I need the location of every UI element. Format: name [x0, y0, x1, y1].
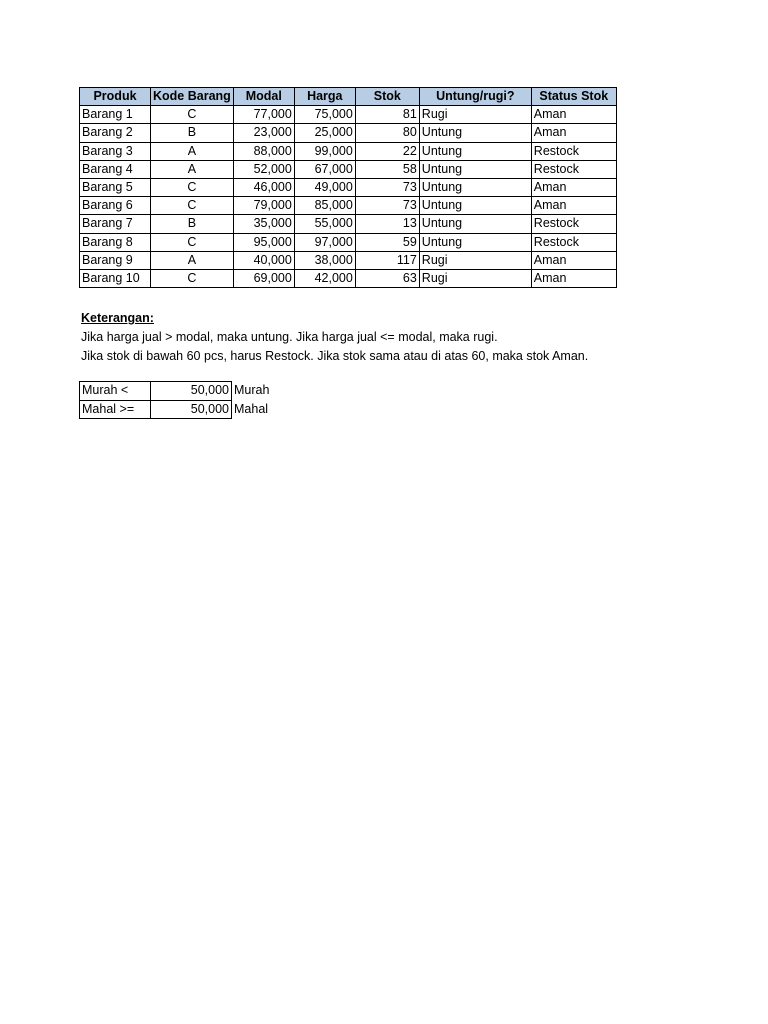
header-produk: Produk	[80, 88, 151, 106]
price-category-table	[79, 381, 272, 419]
cell-stok[interactable]: 58	[355, 160, 419, 178]
cell-kode-barang[interactable]: C	[151, 233, 234, 251]
cell-untung-rugi[interactable]: Untung	[419, 178, 531, 196]
cell-produk[interactable]: Barang 9	[80, 251, 151, 269]
cell-status-stok[interactable]: Restock	[531, 215, 616, 233]
cell-produk[interactable]: Barang 3	[80, 142, 151, 160]
cell-untung-rugi[interactable]: Untung	[419, 124, 531, 142]
table-row	[80, 269, 617, 287]
cell-produk[interactable]: Barang 8	[80, 233, 151, 251]
cell-produk[interactable]: Barang 4	[80, 160, 151, 178]
cell-status-stok[interactable]: Aman	[531, 178, 616, 196]
price-label-cell[interactable]: Murah <	[80, 382, 151, 401]
price-label-cell[interactable]: Mahal >=	[80, 400, 151, 419]
cell-status-stok[interactable]: Restock	[531, 160, 616, 178]
price-result-cell[interactable]: Mahal	[234, 401, 269, 416]
cell-untung-rugi[interactable]: Untung	[419, 215, 531, 233]
table-row	[80, 251, 617, 269]
cell-untung-rugi[interactable]: Untung	[419, 142, 531, 160]
cell-kode-barang[interactable]: C	[151, 178, 234, 196]
cell-kode-barang[interactable]: C	[151, 269, 234, 287]
cell-harga[interactable]: 55,000	[294, 215, 355, 233]
cell-untung-rugi[interactable]: Untung	[419, 233, 531, 251]
table-body	[80, 106, 617, 288]
cell-produk[interactable]: Barang 6	[80, 197, 151, 215]
cell-kode-barang[interactable]: B	[151, 215, 234, 233]
header-status-stok: Status Stok	[531, 88, 616, 106]
cell-modal[interactable]: 69,000	[233, 269, 294, 287]
table-row	[80, 124, 617, 142]
cell-modal[interactable]: 35,000	[233, 215, 294, 233]
table-row	[80, 142, 617, 160]
table-header-row	[80, 88, 617, 106]
cell-harga[interactable]: 75,000	[294, 106, 355, 124]
cell-untung-rugi[interactable]: Rugi	[419, 269, 531, 287]
cell-modal[interactable]: 77,000	[233, 106, 294, 124]
cell-stok[interactable]: 80	[355, 124, 419, 142]
cell-untung-rugi[interactable]: Untung	[419, 160, 531, 178]
notes-section	[81, 309, 588, 366]
notes-line-1: Jika harga jual > modal, maka untung. Jika harga jual <= modal, maka rugi.	[81, 330, 498, 344]
cell-harga[interactable]: 38,000	[294, 251, 355, 269]
cell-produk[interactable]: Barang 10	[80, 269, 151, 287]
cell-produk[interactable]: Barang 1	[80, 106, 151, 124]
table-row	[80, 106, 617, 124]
table-row	[80, 197, 617, 215]
cell-harga[interactable]: 25,000	[294, 124, 355, 142]
header-kode-barang: Kode Barang	[151, 88, 234, 106]
cell-harga[interactable]: 97,000	[294, 233, 355, 251]
price-value-cell[interactable]: 50,000	[151, 382, 232, 401]
table-row	[80, 233, 617, 251]
cell-kode-barang[interactable]: A	[151, 251, 234, 269]
cell-status-stok[interactable]: Aman	[531, 269, 616, 287]
cell-harga[interactable]: 49,000	[294, 178, 355, 196]
cell-modal[interactable]: 46,000	[233, 178, 294, 196]
cell-modal[interactable]: 88,000	[233, 142, 294, 160]
cell-stok[interactable]: 22	[355, 142, 419, 160]
cell-modal[interactable]: 79,000	[233, 197, 294, 215]
cell-untung-rugi[interactable]: Untung	[419, 197, 531, 215]
header-harga: Harga	[294, 88, 355, 106]
price-row	[80, 382, 272, 401]
cell-kode-barang[interactable]: B	[151, 124, 234, 142]
cell-untung-rugi[interactable]: Rugi	[419, 106, 531, 124]
cell-stok[interactable]: 63	[355, 269, 419, 287]
cell-stok[interactable]: 73	[355, 178, 419, 196]
cell-status-stok[interactable]: Aman	[531, 197, 616, 215]
cell-status-stok[interactable]: Aman	[531, 251, 616, 269]
notes-line-2: Jika stok di bawah 60 pcs, harus Restock. Jika stok sama atau di atas 60, maka stok Aman.	[81, 349, 589, 363]
price-row	[80, 400, 272, 419]
cell-status-stok[interactable]: Aman	[531, 124, 616, 142]
cell-harga[interactable]: 85,000	[294, 197, 355, 215]
cell-status-stok[interactable]: Restock	[531, 233, 616, 251]
table-row	[80, 215, 617, 233]
cell-modal[interactable]: 52,000	[233, 160, 294, 178]
cell-kode-barang[interactable]: A	[151, 160, 234, 178]
header-untung-rugi: Untung/rugi?	[419, 88, 531, 106]
cell-modal[interactable]: 95,000	[233, 233, 294, 251]
price-result-cell[interactable]: Murah	[234, 383, 270, 398]
cell-stok[interactable]: 13	[355, 215, 419, 233]
cell-modal[interactable]: 23,000	[233, 124, 294, 142]
cell-stok[interactable]: 81	[355, 106, 419, 124]
product-table	[79, 87, 617, 288]
price-value-cell[interactable]: 50,000	[151, 400, 232, 419]
table-row	[80, 160, 617, 178]
cell-produk[interactable]: Barang 2	[80, 124, 151, 142]
cell-stok[interactable]: 117	[355, 251, 419, 269]
cell-harga[interactable]: 67,000	[294, 160, 355, 178]
cell-harga[interactable]: 42,000	[294, 269, 355, 287]
cell-status-stok[interactable]: Aman	[531, 106, 616, 124]
notes-title: Keterangan:	[81, 311, 154, 325]
cell-stok[interactable]: 59	[355, 233, 419, 251]
cell-untung-rugi[interactable]: Rugi	[419, 251, 531, 269]
cell-harga[interactable]: 99,000	[294, 142, 355, 160]
cell-modal[interactable]: 40,000	[233, 251, 294, 269]
header-stok: Stok	[355, 88, 419, 106]
header-modal: Modal	[233, 88, 294, 106]
cell-kode-barang[interactable]: C	[151, 197, 234, 215]
cell-kode-barang[interactable]: A	[151, 142, 234, 160]
table-row	[80, 178, 617, 196]
cell-produk[interactable]: Barang 7	[80, 215, 151, 233]
cell-kode-barang[interactable]: C	[151, 106, 234, 124]
cell-stok[interactable]: 73	[355, 197, 419, 215]
cell-produk[interactable]: Barang 5	[80, 178, 151, 196]
cell-status-stok[interactable]: Restock	[531, 142, 616, 160]
